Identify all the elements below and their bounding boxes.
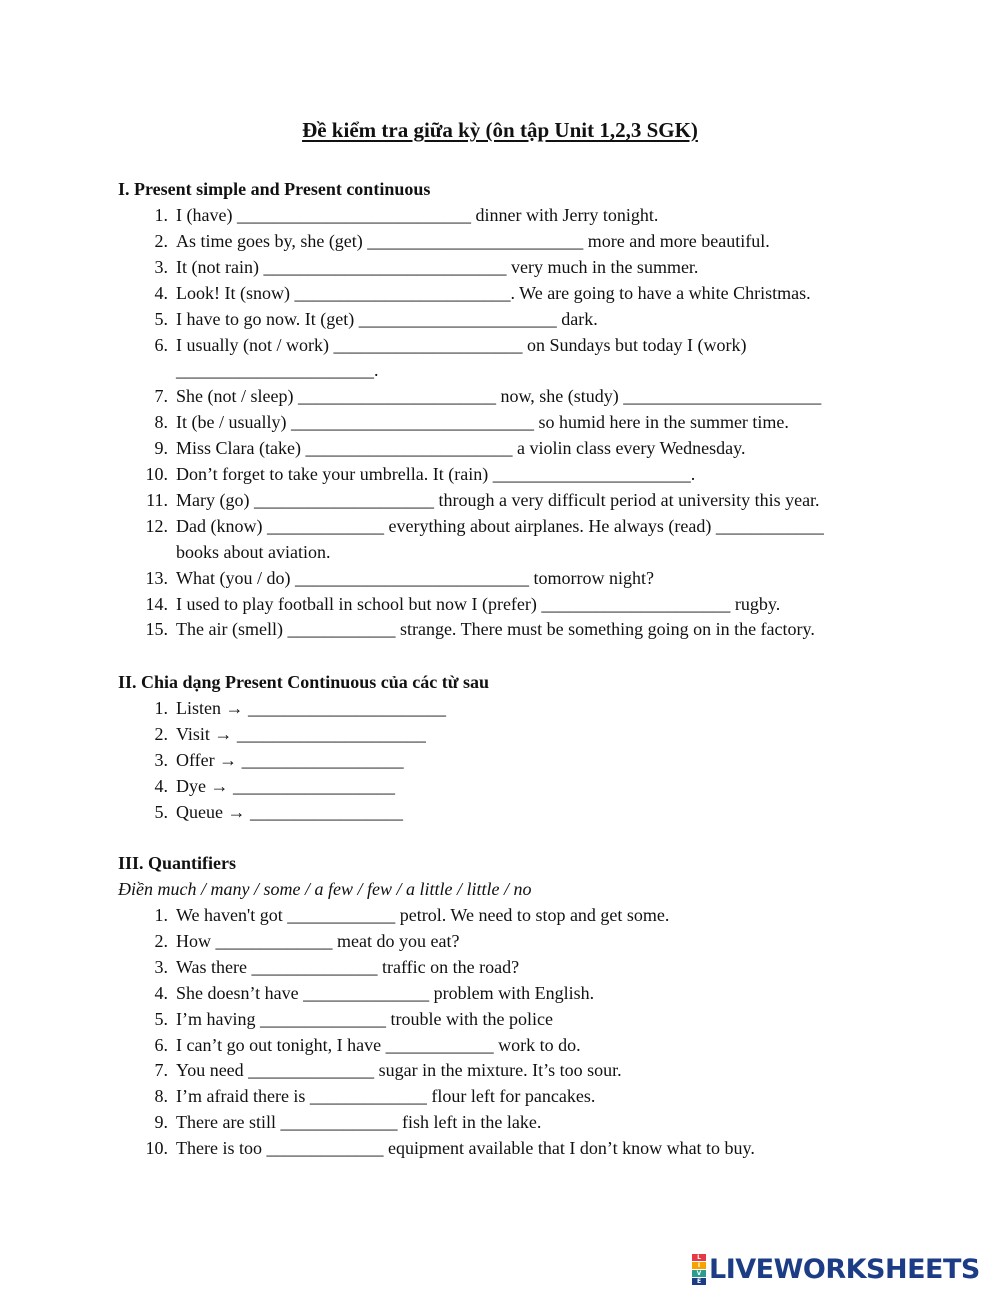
question-text: I have to go now. It (get) ______________________ dark. <box>176 308 598 329</box>
question-item <box>154 334 747 356</box>
logo-mark-letter: I <box>692 1262 706 1269</box>
question-item <box>154 282 811 304</box>
question-text: I’m having ______________ trouble with the police <box>176 1008 553 1029</box>
question-item <box>146 489 820 511</box>
question-item <box>154 982 595 1004</box>
question-number: 4. <box>154 776 168 796</box>
page-title: Đề kiểm tra giữa kỳ (ôn tập Unit 1,2,3 SGK) <box>302 118 698 142</box>
question-text: You need ______________ sugar in the mixture. It’s too sour. <box>176 1060 622 1081</box>
question-item <box>154 256 699 278</box>
question-number: 5. <box>154 308 168 329</box>
question-number: 11. <box>146 489 168 510</box>
logo-mark-letter: V <box>692 1270 706 1277</box>
logo-mark-letter: E <box>692 1278 706 1285</box>
logo-text: LIVEWORKSHEETS <box>709 1253 980 1285</box>
question-text: It (be / usually) ___________________________ so humid here in the summer time. <box>176 412 789 433</box>
question-text: ______________________. <box>176 360 379 381</box>
question-number: 1. <box>154 905 168 925</box>
question-item <box>154 956 520 978</box>
question-number: 2. <box>154 724 168 744</box>
question-number: 9. <box>154 438 168 459</box>
question-number: 6. <box>154 1034 168 1055</box>
question-number: 8. <box>154 1086 168 1107</box>
question-number: 1. <box>154 205 168 225</box>
question-item <box>145 515 824 537</box>
question-item <box>154 438 746 459</box>
question-item <box>154 776 395 797</box>
question-item <box>154 750 404 771</box>
question-item <box>145 464 696 485</box>
question-item <box>154 205 659 226</box>
question-item <box>154 230 770 252</box>
question-text: Queue → _________________ <box>176 802 403 822</box>
question-text: There are still _____________ fish left in the lake. <box>176 1112 542 1133</box>
question-number: 6. <box>154 334 168 355</box>
question-text: Dad (know) _____________ everything about airplanes. He always (read) ____________ <box>176 515 824 536</box>
question-text: books about aviation. <box>176 541 331 562</box>
question-text: I (have) __________________________ dinner with Jerry tonight. <box>176 205 659 225</box>
question-text: What (you / do) __________________________ tomorrow night? <box>176 567 654 588</box>
question-text: I’m afraid there is _____________ flour left for pancakes. <box>176 1086 596 1107</box>
question-text: As time goes by, she (get) ________________________ more and more beautiful. <box>176 230 770 251</box>
question-item-continuation <box>176 542 330 563</box>
question-text: Offer → __________________ <box>176 750 404 770</box>
question-number: 10. <box>145 1138 168 1159</box>
question-text: Mary (go) ____________________ through a very difficult period at university this year. <box>176 489 820 510</box>
question-item <box>145 619 815 640</box>
question-item <box>154 412 789 433</box>
question-text: How _____________ meat do you eat? <box>176 930 460 951</box>
question-item <box>145 593 781 615</box>
question-item <box>154 724 426 745</box>
question-text: She (not / sleep) ______________________ now, she (study) ______________________ <box>176 386 822 407</box>
question-number: 9. <box>154 1112 168 1133</box>
question-item <box>145 567 654 589</box>
question-item <box>154 308 598 330</box>
question-text: Don’t forget to take your umbrella. It (rain) ______________________. <box>176 464 696 484</box>
question-number: 13. <box>145 567 168 588</box>
question-number: 7. <box>154 1060 168 1081</box>
question-number: 14. <box>145 593 168 614</box>
question-text: There is too _____________ equipment available that I don’t know what to buy. <box>176 1138 755 1159</box>
question-text: Listen → ______________________ <box>176 698 446 718</box>
question-number: 2. <box>154 230 168 251</box>
question-number: 7. <box>154 386 168 407</box>
question-text: I usually (not / work) _____________________ on Sundays but today I (work) <box>176 334 747 355</box>
section-1-heading: I. Present simple and Present continuous <box>118 179 431 199</box>
question-text: I can’t go out tonight, I have ____________ work to do. <box>176 1034 581 1055</box>
section-3-heading: III. Quantifiers <box>118 853 237 873</box>
question-number: 3. <box>154 256 168 277</box>
question-number: 2. <box>154 930 168 951</box>
question-number: 10. <box>145 464 168 484</box>
question-text: Was there ______________ traffic on the road? <box>176 956 520 977</box>
liveworksheets-logo <box>692 1254 980 1284</box>
question-item <box>154 698 446 719</box>
section-3-instruction: Điền much / many / some / a few / few / a little / little / no <box>118 879 532 899</box>
question-item <box>154 1086 596 1107</box>
question-text: It (not rain) ___________________________ very much in the summer. <box>176 256 699 277</box>
question-item-continuation <box>176 360 379 381</box>
question-item <box>154 905 670 926</box>
question-item <box>154 1112 542 1133</box>
section-2-heading: II. Chia dạng Present Continuous của các từ sau <box>118 672 490 692</box>
logo-mark-icon <box>692 1254 706 1285</box>
question-text: Visit → _____________________ <box>176 724 426 744</box>
question-number: 12. <box>145 515 168 536</box>
question-item <box>154 1034 581 1056</box>
question-number: 15. <box>145 619 168 640</box>
question-item <box>154 1060 622 1081</box>
question-item <box>154 1008 553 1030</box>
question-text: We haven't got ____________ petrol. We need to stop and get some. <box>176 905 670 925</box>
question-number: 3. <box>154 956 168 977</box>
logo-mark-letter: L <box>692 1254 706 1261</box>
question-item <box>145 1138 755 1159</box>
question-text: Miss Clara (take) _______________________ a violin class every Wednesday. <box>176 438 746 459</box>
question-text: Dye → __________________ <box>176 776 395 796</box>
question-number: 8. <box>154 412 168 433</box>
question-item <box>154 930 460 952</box>
question-number: 5. <box>154 1008 168 1029</box>
question-item <box>154 386 822 407</box>
question-text: The air (smell) ____________ strange. There must be something going on in the factory. <box>176 619 815 640</box>
question-number: 4. <box>154 282 168 303</box>
question-number: 3. <box>154 750 168 770</box>
question-number: 1. <box>154 698 168 718</box>
question-number: 5. <box>154 802 168 822</box>
question-text: Look! It (snow) ________________________. We are going to have a white Christmas. <box>176 282 811 303</box>
question-text: I used to play football in school but now I (prefer) _____________________ rugby. <box>176 593 781 614</box>
question-text: She doesn’t have ______________ problem with English. <box>176 982 595 1003</box>
question-number: 4. <box>154 982 168 1003</box>
question-item <box>154 802 403 823</box>
